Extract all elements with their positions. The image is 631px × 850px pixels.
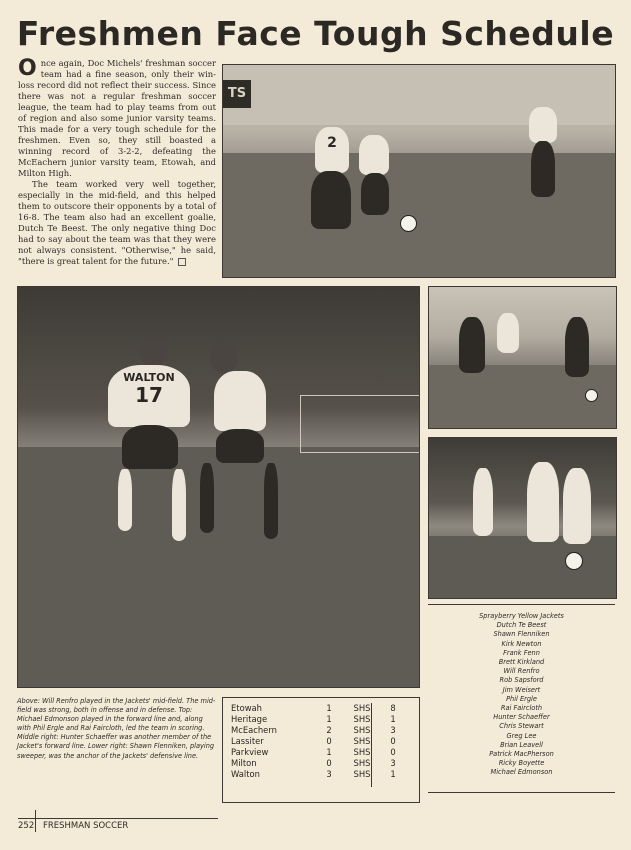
team-name: SHS [353, 758, 371, 768]
team-score: 0 [390, 736, 396, 746]
table-row [231, 769, 403, 780]
player-jersey [214, 371, 266, 431]
opponent: McEachern [231, 725, 277, 735]
opponent-score: 1 [326, 703, 332, 713]
opponent-score: 0 [326, 758, 332, 768]
team-name: SHS [353, 769, 371, 779]
field-grass [18, 447, 419, 687]
table-row [231, 747, 403, 758]
opponent-score: 2 [326, 725, 332, 735]
article-text [18, 58, 216, 267]
roster-heading: Sprayberry Yellow Jackets [479, 612, 564, 620]
player-shorts [122, 425, 178, 469]
soccer-ball [565, 552, 583, 570]
photo-top [222, 64, 616, 278]
roster-player: Will Renfro [503, 667, 540, 676]
field-grass [223, 153, 615, 277]
roster-player: Ricky Boyette [498, 759, 545, 768]
player-legs [531, 141, 555, 197]
photo-above [17, 286, 420, 688]
roster-player: Brett Kirkland [498, 658, 545, 667]
paragraph-text: nce again, Doc Michels' freshman soccer team had a fine season, only their win-loss record did not reflect their success. Since there was not a regular freshman soccer league, the team had to play teams from out of region and also some junior varsity teams. This made for a very tough schedule for the freshmen. Even so, they still boasted a winning record of 3-2-2, defeating the McEachern junior varsity team, Etowah, and Milton High. [18, 58, 216, 178]
team-score: 1 [390, 714, 396, 724]
opponent: Milton [231, 758, 257, 768]
jersey-name: WALTON [123, 371, 175, 384]
opponent: Etowah [231, 703, 262, 713]
roster-player: Dutch Te Beest [496, 621, 547, 630]
team-name: SHS [353, 725, 371, 735]
article-paragraph-2 [18, 179, 216, 267]
opponent: Walton [231, 769, 260, 779]
roster-player: Phil Ergle [506, 694, 537, 703]
roster-top-rule [428, 604, 615, 605]
roster-player: Shawn Flenniken [493, 630, 550, 639]
player-head [140, 337, 168, 367]
player-jersey [529, 107, 557, 143]
jersey-number: 2 [327, 135, 337, 151]
score-divider [371, 703, 372, 787]
roster-player: Rob Sapsford [499, 676, 544, 685]
paragraph-text: The team worked very well together, especially in the mid-field, and this helped them to outscore their opponents by a total of 16-8. The team also had an excellent goalie, Dutch Te Beest. The only negative thing Doc had to say about the team was that they were not always consistent. "Otherwise," he said, "there is great talent for the future." [18, 179, 216, 266]
player-leg [172, 469, 186, 541]
player-shorts [216, 429, 264, 463]
jersey-number: 17 [135, 383, 163, 407]
roster-player: Rai Faircloth [500, 704, 543, 713]
opponent: Parkview [231, 747, 269, 757]
player-head [210, 343, 238, 373]
opponent: Heritage [231, 714, 268, 724]
player [527, 462, 559, 542]
field-grass [429, 536, 616, 598]
roster-player: Greg Lee [506, 731, 537, 740]
section-name: FRESHMAN SOCCER [42, 821, 129, 831]
roster-player: Brian Leavell [500, 740, 543, 749]
team-score: 3 [390, 725, 396, 735]
player [565, 317, 589, 377]
article-paragraph-1 [18, 58, 216, 179]
opponent-score: 1 [326, 714, 332, 724]
table-row [231, 714, 403, 725]
team-score: 1 [390, 769, 396, 779]
soccer-ball [400, 215, 417, 232]
photo-middle-right [428, 286, 617, 429]
opponent-score: 1 [326, 747, 332, 757]
roster-player: Chris Stewart [499, 722, 544, 731]
footer-rule [18, 818, 218, 819]
player-jersey [359, 135, 389, 175]
photo-caption: Above: Will Renfro played in the Jackets' mid-field. The mid-field was strong, both in offense and in defense. Top: Michael Edmonson played in the forward line and, along with Phil Ergle and Rai Faircloth, led the team in scoring. Middle right: Hunter Schaeffer was another member of the Jacket's forward line. Lower right: Shawn Flenniken, playing sweeper, was the anchor of the Jackets' defensive line. [17, 697, 216, 760]
player-legs [361, 173, 389, 215]
team-name: SHS [353, 747, 371, 757]
team-name: SHS [353, 714, 371, 724]
opponent-score: 0 [326, 736, 332, 746]
player-legs [311, 171, 351, 229]
roster-player: Patrick MacPherson [489, 750, 554, 759]
opponent-score: 3 [326, 769, 332, 779]
table-row [231, 736, 403, 747]
scoreboard [222, 697, 420, 803]
table-row [231, 703, 403, 714]
roster-player: Jim Weisert [502, 685, 541, 694]
score-table [231, 703, 403, 780]
team-name: SHS [353, 736, 371, 746]
player [563, 468, 591, 544]
player-leg [118, 469, 132, 531]
roster-player: Michael Edmonson [490, 768, 553, 777]
photo-lower-right [428, 437, 617, 599]
roster-bottom-rule [428, 792, 615, 793]
team-name: SHS [353, 703, 371, 713]
player [497, 313, 519, 353]
player [473, 468, 493, 536]
player-leg [200, 463, 214, 533]
end-mark-icon [178, 258, 186, 266]
roster-player: Hunter Schaeffer [493, 713, 550, 722]
roster-player: Kirk Newton [501, 639, 542, 648]
opponent: Lassiter [231, 736, 264, 746]
drop-cap: O [18, 56, 37, 81]
page-footer [18, 821, 128, 831]
player [459, 317, 485, 373]
soccer-ball [585, 389, 598, 402]
team-score: 3 [390, 758, 396, 768]
team-score: 0 [390, 747, 396, 757]
goal-net [300, 395, 420, 453]
table-row [231, 725, 403, 736]
roster-player: Frank Fenn [503, 648, 540, 657]
stadium-sign: TS [223, 80, 251, 108]
table-row [231, 758, 403, 769]
team-roster [428, 612, 615, 778]
player-leg [264, 463, 278, 539]
page-title: Freshmen Face Tough Schedule [16, 14, 615, 53]
team-score: 8 [390, 703, 396, 713]
page-number: 252 [18, 821, 35, 831]
